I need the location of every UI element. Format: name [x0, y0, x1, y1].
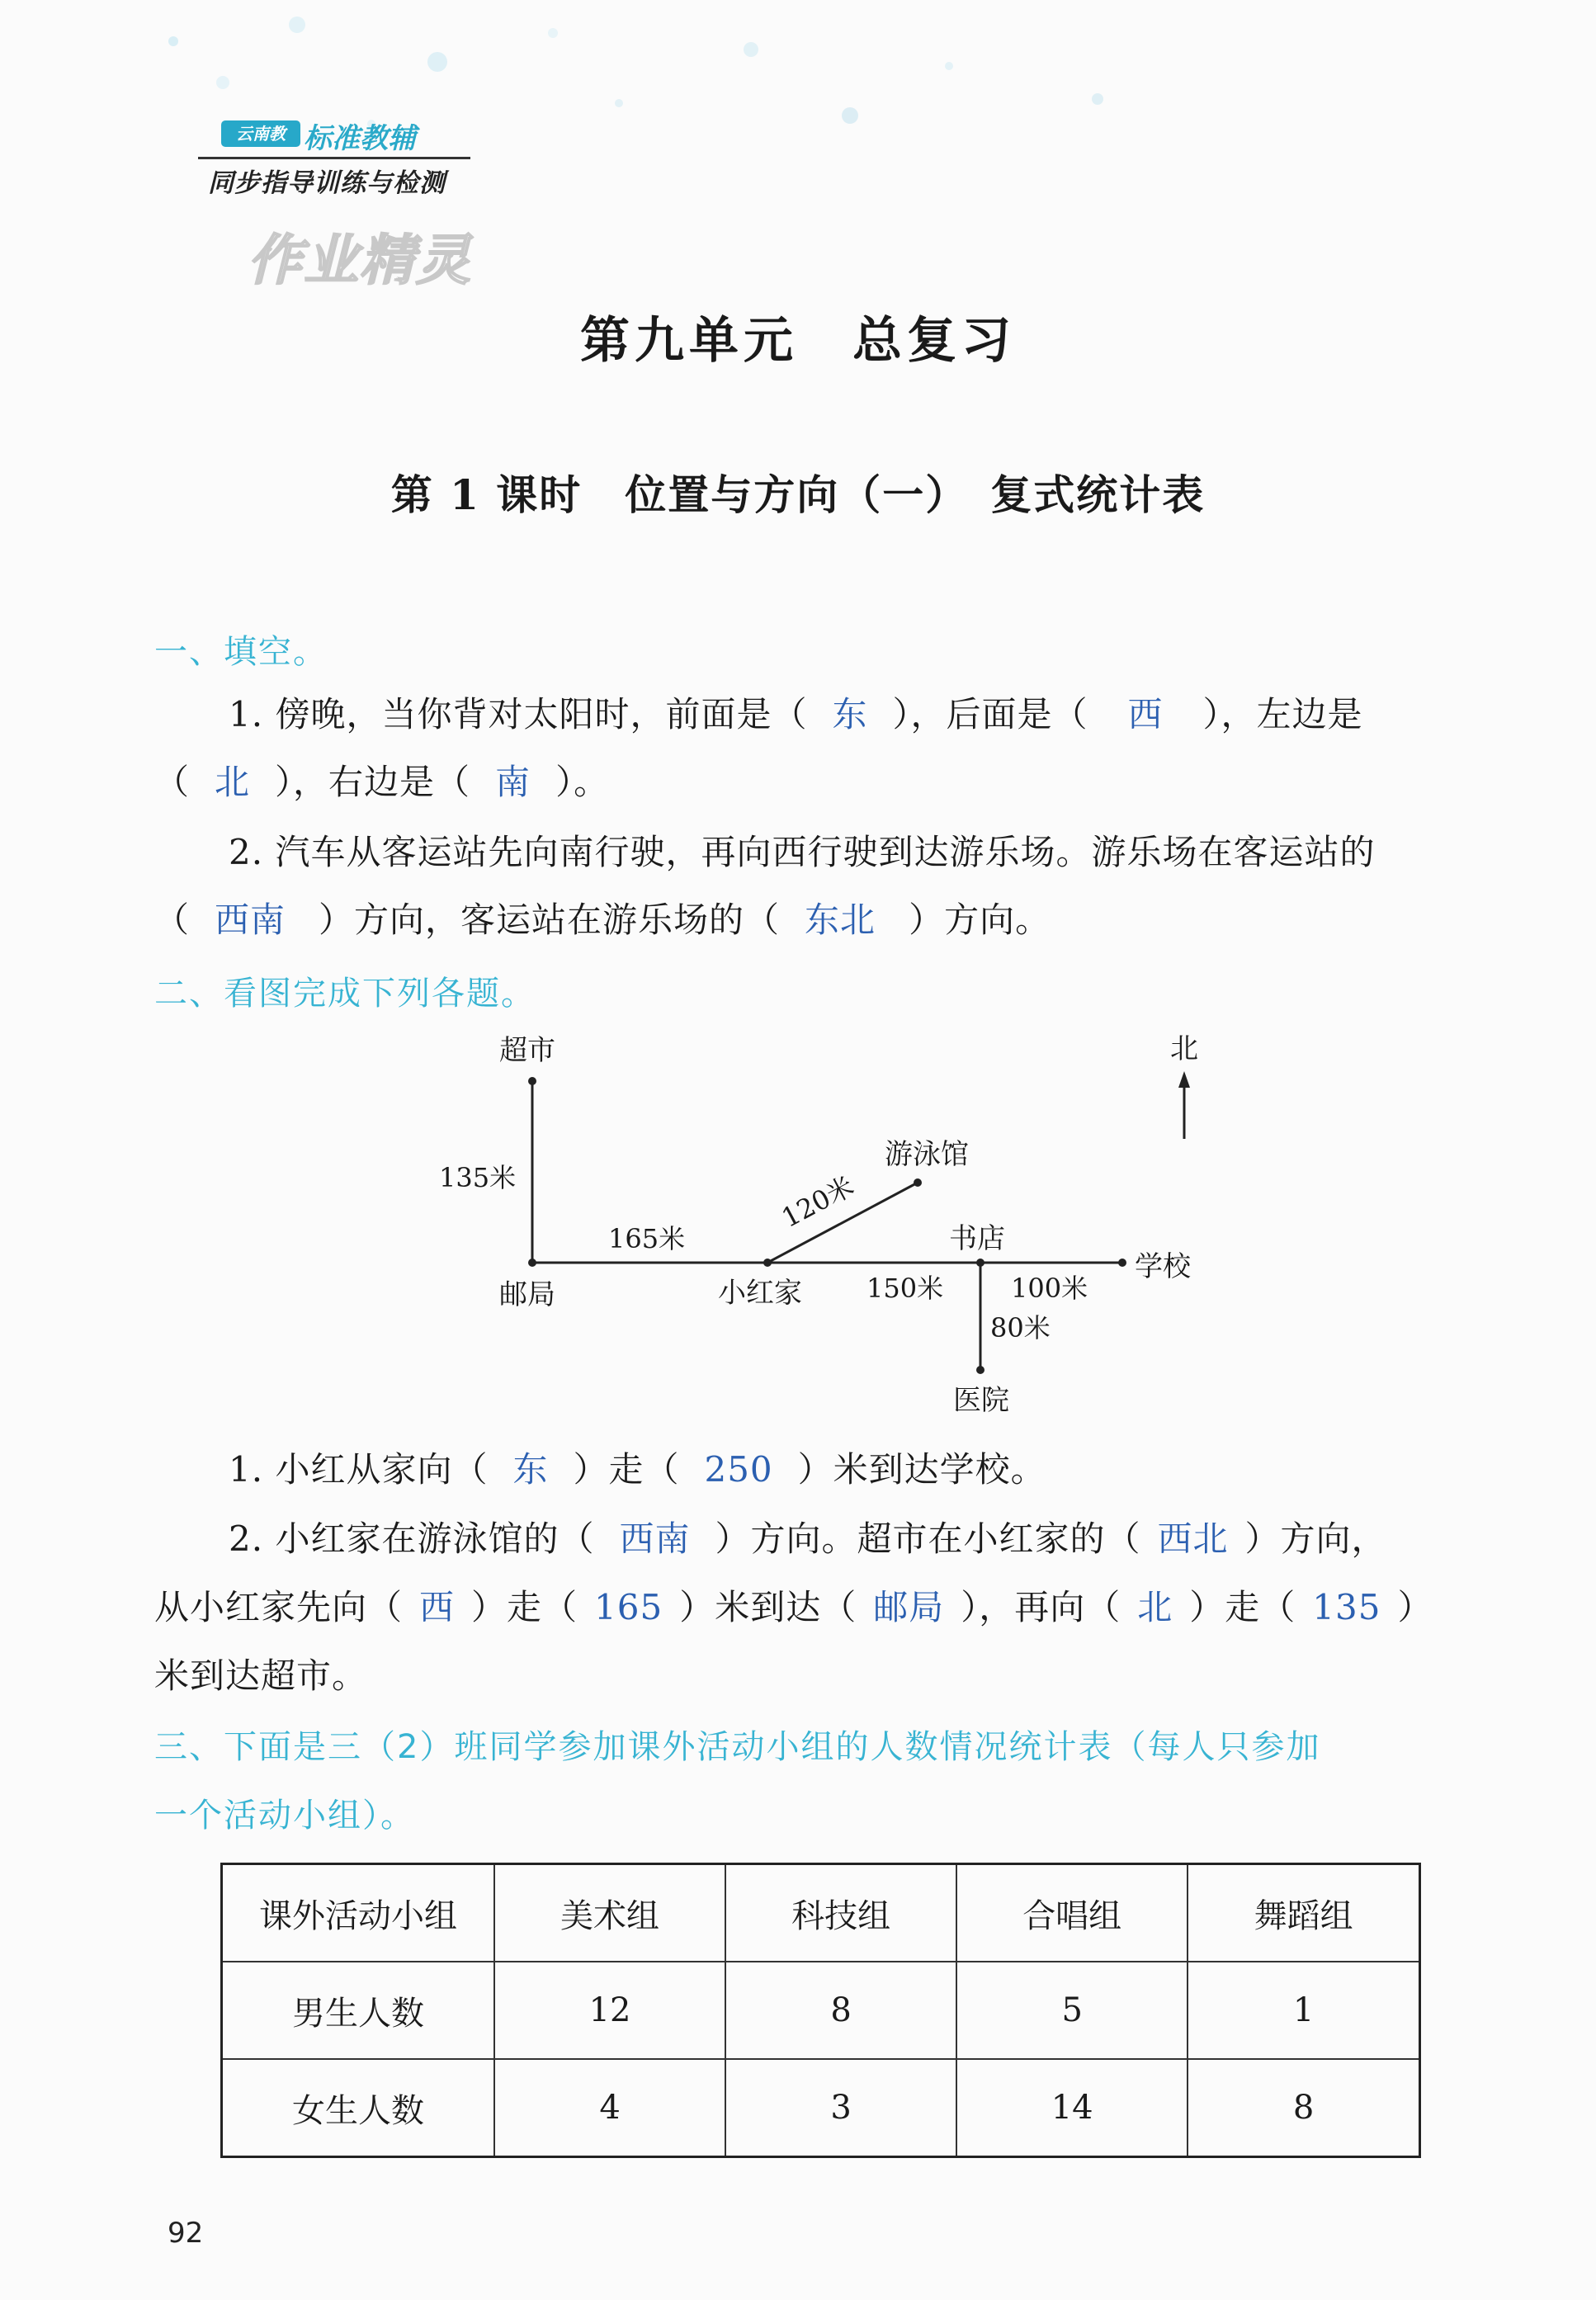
section-2-title: 二、看图完成下列各题。	[154, 975, 536, 1013]
text: ）方向，	[1244, 1518, 1387, 1559]
distance-supermarket: 135米	[439, 1162, 517, 1193]
point-bookstore	[976, 1259, 985, 1267]
table-header-cell: 舞蹈组	[1188, 1864, 1419, 1962]
text: 米到达超市。	[154, 1655, 368, 1696]
table-cell: 4	[494, 2059, 725, 2157]
table-row	[222, 1962, 1420, 2059]
distance-pool: 120米	[776, 1169, 859, 1235]
table-cell: 8	[1188, 2059, 1419, 2157]
label-supermarket: 超市	[499, 1034, 555, 1067]
brand-divider	[198, 157, 470, 159]
answer: 东北	[805, 900, 876, 940]
table-header-cell: 合唱组	[956, 1864, 1188, 1962]
table-header-cell: 科技组	[725, 1864, 956, 1962]
point-home	[763, 1259, 772, 1267]
unit-title: 第九单元 总复习	[580, 312, 1016, 370]
text: ）方向，客运站在游乐场的（	[319, 900, 781, 940]
point-post-office	[528, 1259, 536, 1267]
answer: 北	[215, 762, 251, 802]
section-3-title-line1: 三、下面是三（2）班同学参加课外活动小组的人数情况统计表（每人只参加	[154, 1728, 1321, 1766]
text: （	[154, 762, 191, 802]
answer: 西北	[1157, 1518, 1229, 1559]
table-header-row	[222, 1864, 1420, 1962]
answer: 135	[1312, 1587, 1381, 1627]
answer: 西南	[619, 1518, 691, 1559]
label-school: 学校	[1135, 1250, 1191, 1283]
text: 从小红家先向（	[154, 1587, 404, 1627]
label-bookstore: 书店	[949, 1222, 1005, 1255]
answer: 南	[495, 762, 531, 802]
answer: 165	[594, 1587, 663, 1627]
s2-q1-line1	[229, 1443, 1046, 1492]
stats-table	[220, 1863, 1421, 2158]
answer: 西南	[215, 900, 286, 940]
q-number: 1.	[229, 694, 264, 734]
text: ），再向（	[961, 1587, 1121, 1627]
text: ）。	[555, 762, 610, 802]
section-1-title: 一、填空。	[154, 633, 328, 671]
point-supermarket	[528, 1077, 536, 1085]
label-post-office: 邮局	[499, 1278, 555, 1311]
s2-q2-line1	[229, 1512, 1387, 1561]
answer: 250	[704, 1449, 773, 1490]
answer: 邮局	[873, 1587, 945, 1627]
distance-post-office: 165米	[608, 1223, 686, 1254]
s1-q1-line2	[154, 755, 609, 805]
text: ）走（	[1189, 1587, 1296, 1627]
section-3-title-line2: 一个活动小组）。	[154, 1797, 415, 1835]
table-cell: 3	[725, 2059, 956, 2157]
table-cell: 12	[494, 1962, 725, 2059]
q-number: 2.	[229, 1518, 264, 1559]
text: ）	[1397, 1587, 1433, 1627]
answer: 东	[512, 1449, 549, 1490]
s2-q2-line2	[154, 1580, 1433, 1630]
text: ）方向。超市在小红家的（	[715, 1518, 1141, 1559]
text: 小红家在游泳馆的（	[275, 1518, 595, 1559]
point-hospital	[976, 1366, 985, 1374]
text: ）米到达学校。	[797, 1449, 1046, 1490]
text: 小红从家向（	[275, 1449, 489, 1490]
text: ）米到达（	[679, 1587, 857, 1627]
s1-q2-line2	[154, 893, 1051, 942]
text: ）走（	[471, 1587, 578, 1627]
q-number: 2.	[229, 832, 264, 872]
s1-q1-line1	[229, 687, 1363, 737]
answer: 西	[1127, 694, 1164, 734]
s1-q2-line1	[229, 825, 1375, 875]
table-cell: 8	[725, 1962, 956, 2059]
text: ），左边是	[1202, 694, 1363, 734]
point-pool	[914, 1178, 922, 1187]
q-number: 1.	[229, 1449, 264, 1490]
point-school	[1118, 1259, 1126, 1267]
text: 傍晚，当你背对太阳时，前面是（	[275, 694, 808, 734]
table-row-label: 男生人数	[222, 1962, 495, 2059]
distance-hospital: 80米	[990, 1312, 1051, 1344]
text: ），右边是（	[275, 762, 471, 802]
answer: 东	[832, 694, 868, 734]
page-number: 92	[168, 2217, 204, 2250]
text: （	[154, 900, 191, 940]
table-header-cell: 美术组	[494, 1864, 725, 1962]
s2-q2-line3	[154, 1649, 367, 1698]
label-pool: 游泳馆	[885, 1138, 969, 1171]
label-north: 北	[1170, 1032, 1198, 1065]
table-cell: 5	[956, 1962, 1188, 2059]
table-row	[222, 2059, 1420, 2157]
brand-name: 标准教辅	[304, 122, 416, 155]
label-home: 小红家	[718, 1277, 802, 1310]
text: ）走（	[573, 1449, 680, 1490]
brand-subtitle: 同步指导训练与检测	[208, 168, 446, 198]
lesson-title: 第 1 课时 位置与方向（一） 复式统计表	[390, 470, 1206, 519]
text: ）方向。	[909, 900, 1051, 940]
distance-bookstore: 150米	[866, 1273, 944, 1304]
brand-badge: 云南教	[221, 120, 300, 147]
table-cell: 14	[956, 2059, 1188, 2157]
table-cell: 1	[1188, 1962, 1419, 2059]
table-header-cell: 课外活动小组	[222, 1864, 495, 1962]
location-map	[413, 1023, 1221, 1428]
answer: 西	[419, 1587, 456, 1627]
distance-school: 100米	[1011, 1273, 1088, 1304]
watermark: 作业精灵	[248, 229, 472, 292]
text: ），后面是（	[892, 694, 1088, 734]
north-arrow-icon	[1178, 1071, 1190, 1088]
label-hospital: 医院	[953, 1384, 1009, 1417]
table-row-label: 女生人数	[222, 2059, 495, 2157]
answer: 北	[1137, 1587, 1173, 1627]
text: 汽车从客运站先向南行驶，再向西行驶到达游乐场。游乐场在客运站的	[275, 832, 1376, 872]
